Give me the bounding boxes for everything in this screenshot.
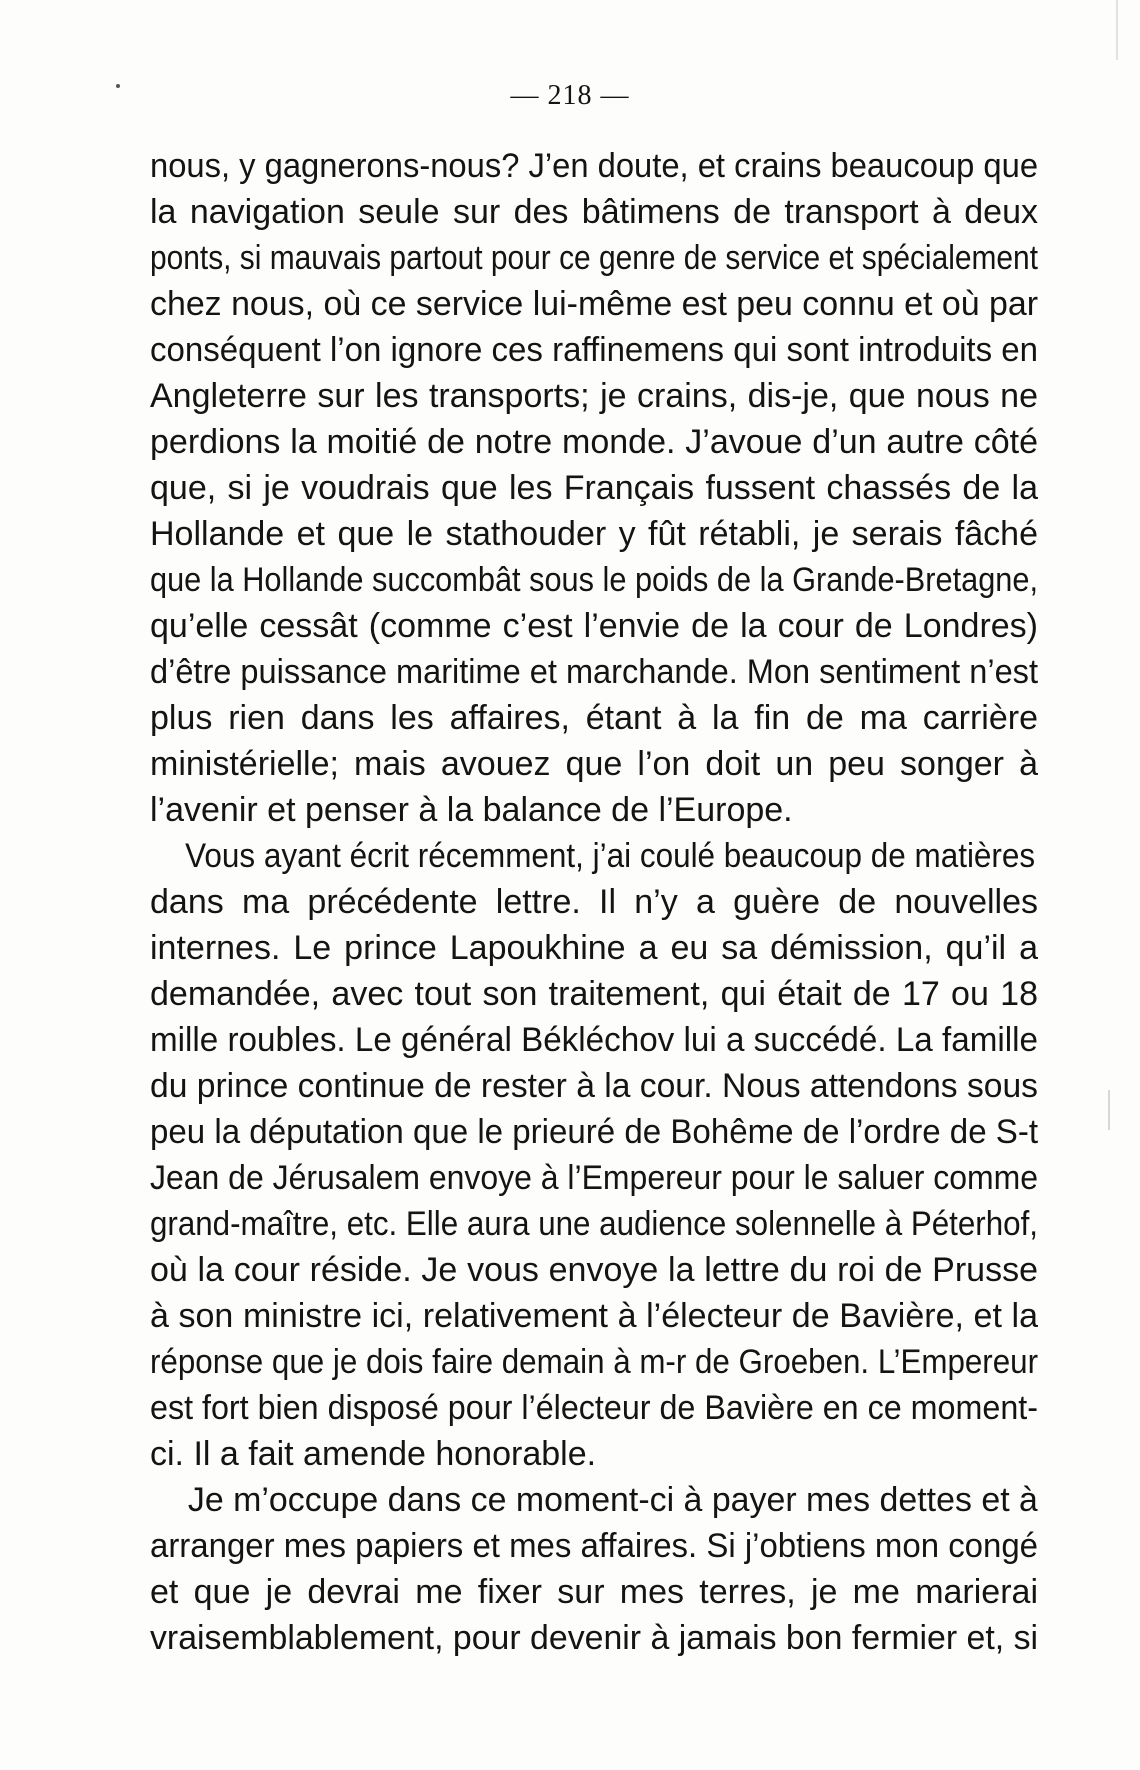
text-line: Jean de Jérusalem envoye à l’Empereur pour le saluer comme (150, 1159, 1039, 1197)
body-text (150, 143, 1038, 1661)
text-line: du prince continue de rester à la cour. Nous attendons sous (150, 1067, 1038, 1105)
text-line: grand-maître, etc. Elle aura une audience solennelle à Péterhof, (150, 1205, 1038, 1243)
text-line: Vous ayant écrit récemment, j’ai coulé beaucoup de matières (185, 837, 1036, 875)
text-line: la navigation seule sur des bâtimens de transport à deux (150, 193, 1038, 231)
text-line: vraisemblablement, pour devenir à jamais bon fermier et, si (150, 1619, 1039, 1657)
text-line: où la cour réside. Je vous envoye la lettre du roi de Prusse (150, 1251, 1038, 1289)
text-line: arranger mes papiers et mes affaires. Si j’obtiens mon congé (150, 1527, 1039, 1565)
page-edge-mark (1108, 1090, 1110, 1130)
text-line: perdions la moitié de notre monde. J’avoue d’un autre côté (150, 423, 1038, 461)
text-line: l’avenir et penser à la balance de l’Europe. (150, 791, 793, 829)
text-line: que, si je voudrais que les Français fussent chassés de la (150, 469, 1038, 507)
text-line: demandée, avec tout son traitement, qui était de 17 ou 18 (150, 975, 1038, 1013)
text-line: et que je devrai me fixer sur mes terres, je me marierai (150, 1573, 1038, 1611)
text-line: que la Hollande succombât sous le poids de la Grande-Bretagne, (150, 561, 1038, 599)
text-line: ponts, si mauvais partout pour ce genre de service et spécialement (150, 239, 1039, 277)
text-line: dans ma précédente lettre. Il n’y a guère de nouvelles (150, 883, 1038, 921)
text-line: internes. Le prince Lapoukhine a eu sa démission, qu’il a (150, 929, 1038, 967)
text-line: ministérielle; mais avouez que l’on doit un peu songer à (150, 745, 1038, 783)
text-line: ci. Il a fait amende honorable. (150, 1435, 597, 1473)
text-line: qu’elle cessât (comme c’est l’envie de la cour de Londres) (150, 607, 1038, 645)
text-line: Hollande et que le stathouder y fût rétabli, je serais fâché (150, 515, 1038, 553)
text-line: est fort bien disposé pour l’électeur de Bavière en ce moment- (150, 1389, 1038, 1427)
text-line: d’être puissance maritime et marchande. Mon sentiment n’est (150, 653, 1038, 691)
text-line: Je m’occupe dans ce moment-ci à payer mes dettes et à (187, 1481, 1038, 1519)
text-line: nous, y gagnerons-nous? J’en doute, et crains beaucoup que (150, 147, 1039, 185)
text-line: conséquent l’on ignore ces raffinemens qui sont introduits en (150, 331, 1039, 369)
page-number: — 218 — (510, 80, 630, 111)
page-edge-mark (1116, 0, 1118, 60)
text-line: chez nous, où ce service lui-même est peu connu et où par (150, 285, 1039, 323)
text-line: à son ministre ici, relativement à l’électeur de Bavière, et la (150, 1297, 1038, 1335)
text-line: mille roubles. Le général Békléchov lui a succédé. La famille (150, 1021, 1038, 1059)
text-line: plus rien dans les affaires, étant à la fin de ma carrière (150, 699, 1038, 737)
text-line: Angleterre sur les transports; je crains, dis-je, que nous ne (150, 377, 1038, 415)
text-line: peu la députation que le prieuré de Bohême de l’ordre de S-t (150, 1113, 1039, 1151)
text-line: réponse que je dois faire demain à m-r de Groeben. L’Empereur (150, 1343, 1039, 1381)
